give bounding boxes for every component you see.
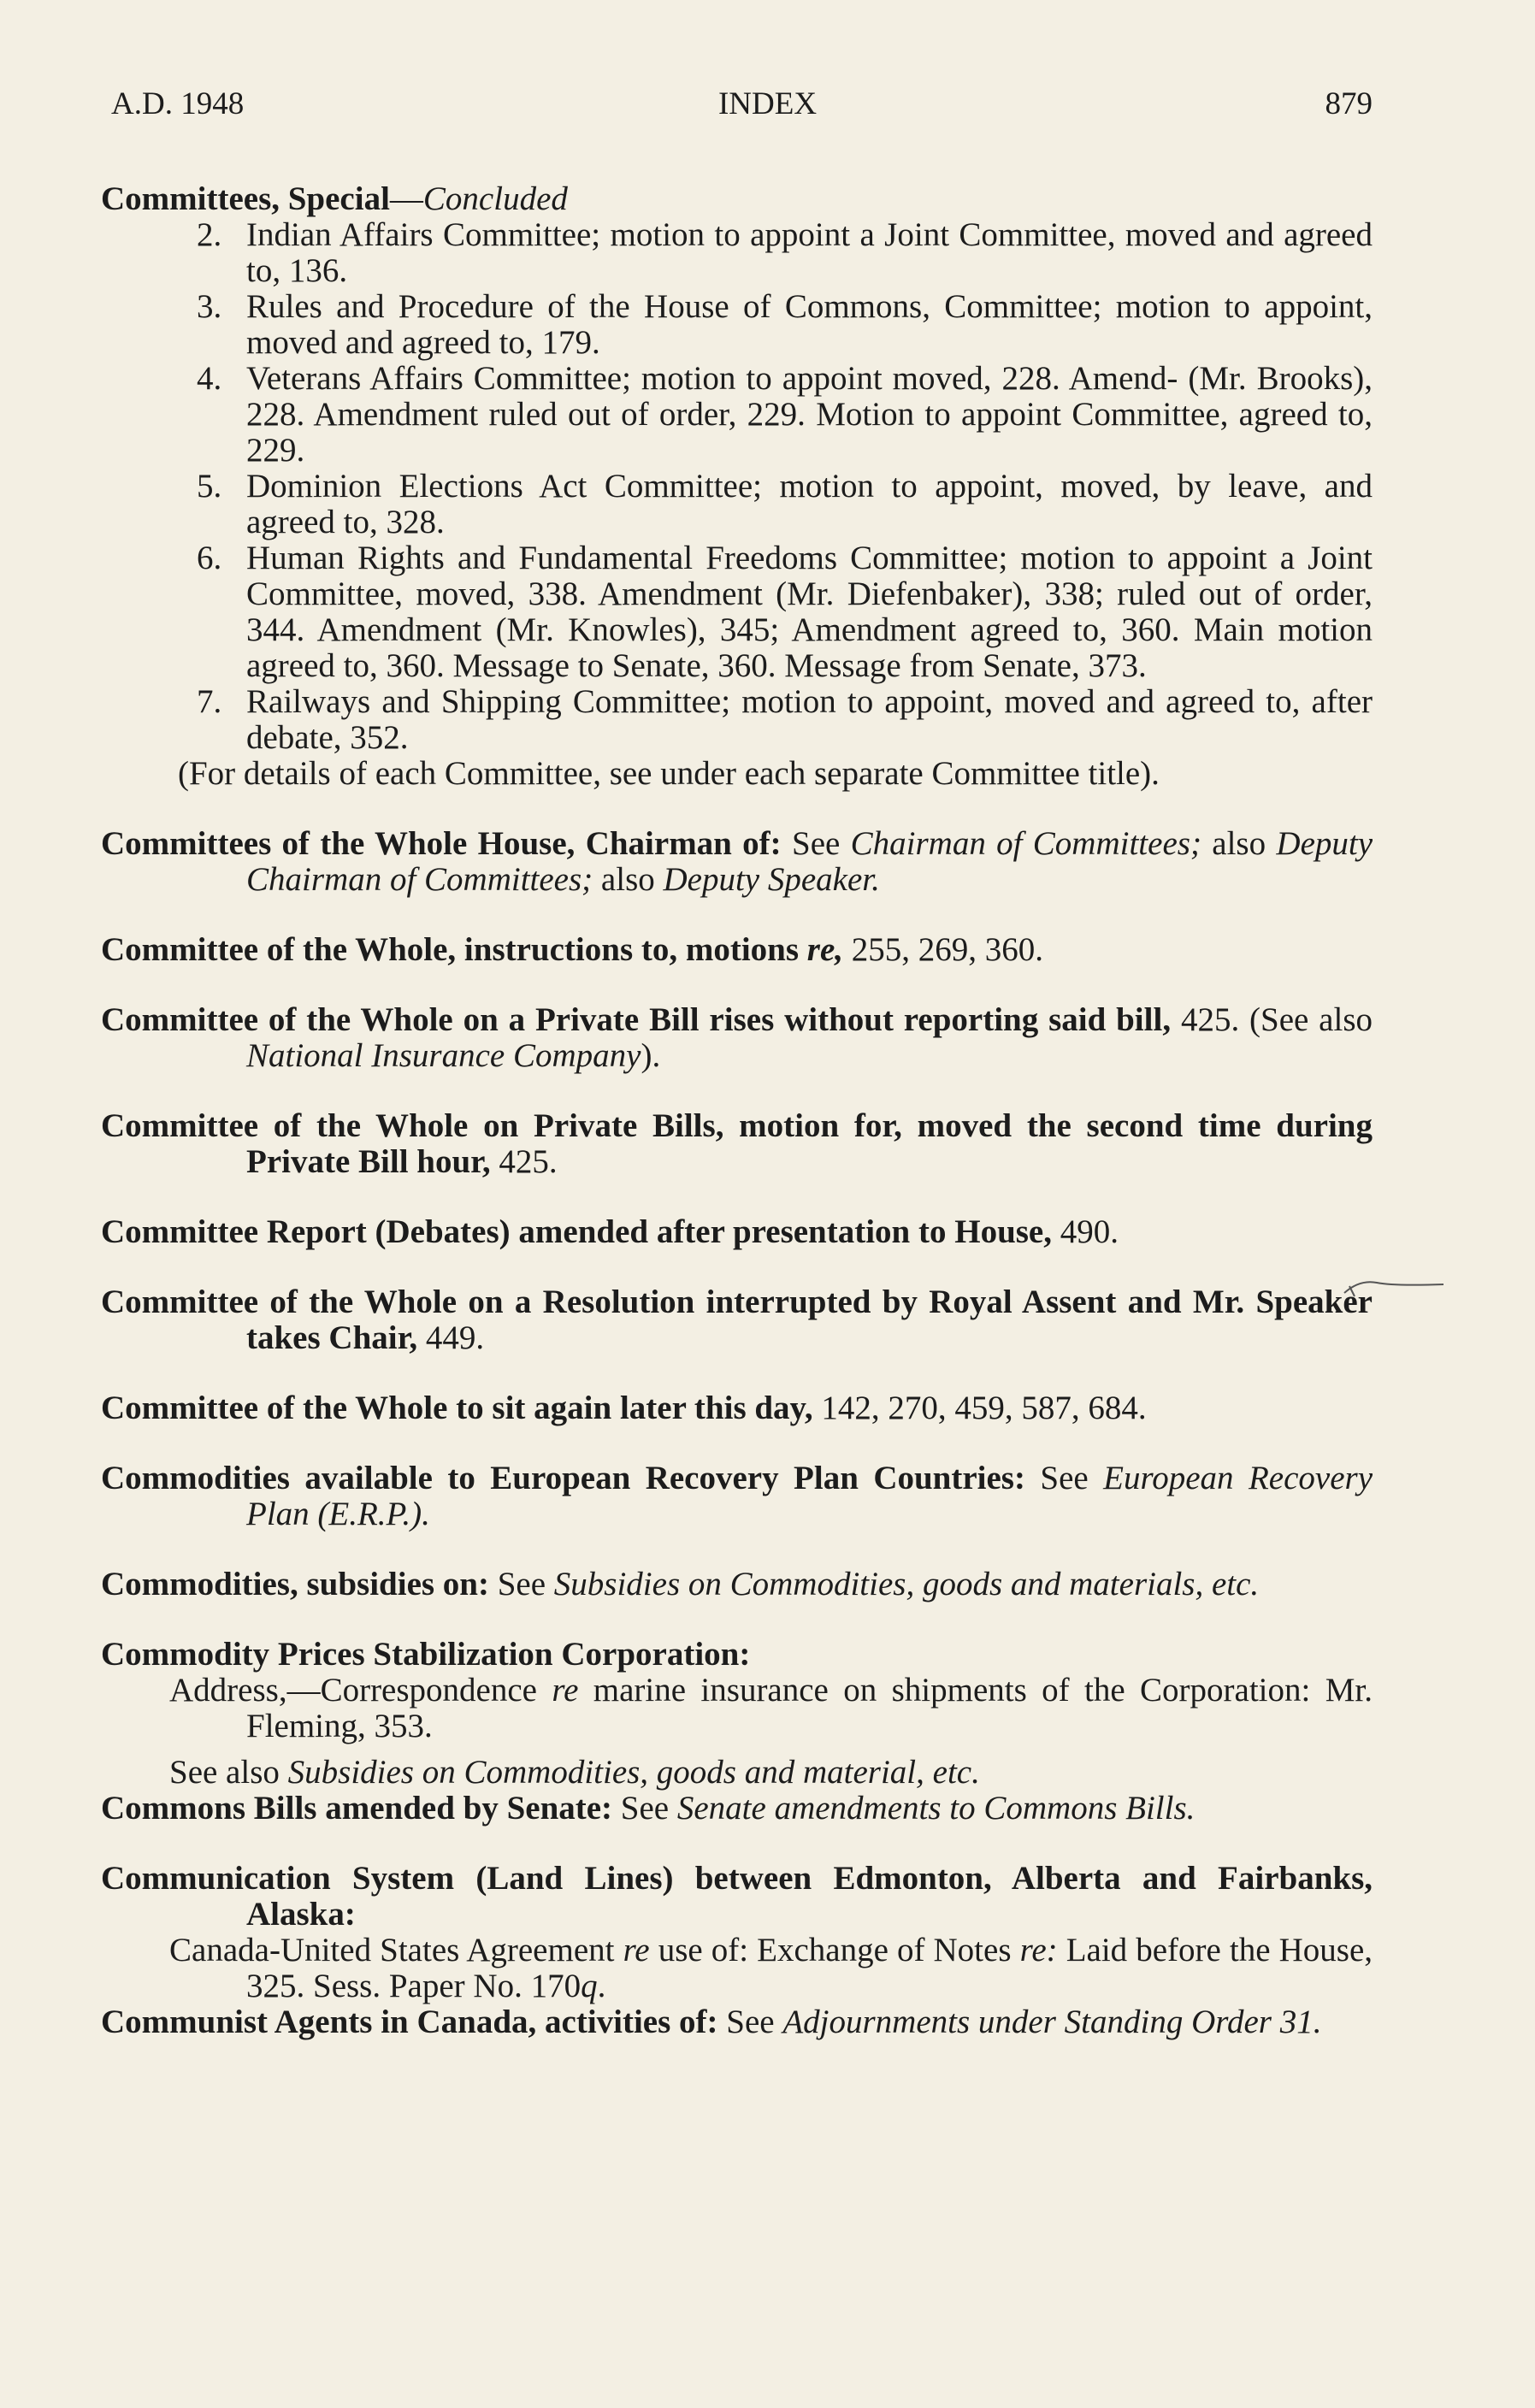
entry-reference: Subsidies on Commodities, goods and material, etc. xyxy=(287,1754,980,1791)
entry-heading: Communist Agents in Canada, activities of: xyxy=(101,2004,718,2040)
entry-see-also xyxy=(101,1755,1373,1791)
list-item xyxy=(101,361,1373,469)
subitem-re: re xyxy=(552,1672,579,1709)
entry-concluded: Concluded xyxy=(422,180,568,217)
index-entry-committee-whole-instructions xyxy=(101,932,1373,968)
item-text: Rules and Procedure of the House of Commons, Committee; motion to appoint, moved and agreed to, 179. xyxy=(246,288,1373,361)
subitem-text: marine insurance on shipments of the Corporation: Mr. Fleming, 353. xyxy=(246,1672,1373,1744)
index-content xyxy=(101,181,1373,2040)
entry-see: See xyxy=(620,1790,670,1827)
entry-heading: Committee of the Whole, instructions to, motions xyxy=(101,931,800,968)
item-text: Human Rights and Fundamental Freedoms Committee; motion to appoint a Joint Committee, moved, 338. Amendment (Mr. Diefenbaker), 338; ruled out of order, 344. Amendment (Mr. Knowles), 345; Amendment agreed to, 360. Main motion agreed to, 360. Message to Senate, 360. Message from Senate, 373. xyxy=(246,540,1373,684)
item-text: Railways and Shipping Committee; motion to appoint, moved and agreed to, after debate, 352. xyxy=(246,683,1373,756)
entry-re: re, xyxy=(806,931,844,968)
list-item xyxy=(101,289,1373,361)
entry-heading: Commons Bills amended by Senate: xyxy=(101,1790,613,1827)
entry-see: See xyxy=(497,1566,546,1602)
item-number: 2. xyxy=(197,216,222,253)
subitem-re: re: xyxy=(1019,1932,1058,1968)
subitem-text: . xyxy=(597,1968,606,2004)
entry-also: also xyxy=(1212,825,1266,862)
entry-heading: Committees, Special xyxy=(101,180,390,217)
entry-pages: 255, 269, 360. xyxy=(851,931,1044,968)
list-item xyxy=(101,540,1373,684)
entry-tail: ). xyxy=(641,1037,661,1074)
index-entry-committee-report-debates xyxy=(101,1214,1373,1250)
index-entry-committee-whole-resolution-interrupted xyxy=(101,1284,1373,1356)
pencil-mark-icon xyxy=(1343,1274,1445,1300)
subitem-text: Address,—Correspondence xyxy=(169,1672,537,1709)
list-item xyxy=(101,469,1373,540)
entry-reference: Adjournments under Standing Order 31. xyxy=(782,2004,1322,2040)
entry-heading: Committee of the Whole on Private Bills, motion for, moved the second time during Private Bill hour, xyxy=(101,1107,1373,1180)
item-text: Indian Affairs Committee; motion to appoint a Joint Committee, moved and agreed to, 136. xyxy=(246,216,1373,289)
entry-subitem xyxy=(101,1933,1373,2004)
entry-subitem xyxy=(101,1673,1373,1744)
subitem-re: re xyxy=(623,1932,650,1968)
entry-heading: Commodities available to European Recovery Plan Countries: xyxy=(101,1460,1025,1496)
entry-reference: National Insurance Company xyxy=(246,1037,641,1074)
index-entry-commodities-subsidies xyxy=(101,1567,1373,1602)
header-title: INDEX xyxy=(717,86,818,121)
entry-reference: Chairman of Committees; xyxy=(850,825,1201,862)
list-item xyxy=(101,217,1373,289)
entry-heading: Committee of the Whole on a Resolution interrupted by Royal Assent and Mr. Speaker takes Chair, xyxy=(101,1284,1373,1356)
entry-pages: 490. xyxy=(1060,1213,1119,1250)
subitem-text: use of: Exchange of Notes xyxy=(658,1932,1012,1968)
index-entry-committee-whole-private-bill-rises xyxy=(101,1002,1373,1074)
item-text: Dominion Elections Act Committee; motion to appoint, moved, by leave, and agreed to, 328. xyxy=(246,468,1373,540)
entry-pages: 425. xyxy=(499,1143,558,1180)
entry-note: (For details of each Committee, see under each separate Committee title). xyxy=(178,755,1160,792)
index-entry-commodities-erp xyxy=(101,1461,1373,1532)
entry-heading: Committee of the Whole to sit again later this day, xyxy=(101,1390,813,1426)
list-item xyxy=(101,684,1373,756)
subitem-suffix: q xyxy=(581,1968,598,2004)
entry-reference: Deputy Chairman of Committees; xyxy=(246,825,1373,898)
entry-pages: 449. xyxy=(425,1319,485,1356)
subitem-text: Laid before the House, 325. Sess. Paper No. 170 xyxy=(246,1932,1373,2004)
entry-see: See xyxy=(792,825,841,862)
header-page-number: 879 xyxy=(1325,86,1373,121)
entry-see: See xyxy=(726,2004,775,2040)
entry-pages: 142, 270, 459, 587, 684. xyxy=(821,1390,1147,1426)
entry-reference: Deputy Speaker. xyxy=(663,861,880,898)
item-number: 7. xyxy=(197,683,222,720)
item-number: 3. xyxy=(197,288,222,325)
entry-see: See also xyxy=(169,1754,280,1791)
entry-also: also xyxy=(600,861,655,898)
entry-reference: Senate amendments to Commons Bills. xyxy=(676,1790,1196,1827)
entry-heading: Communication System (Land Lines) between Edmonton, Alberta and Fairbanks, Alaska: xyxy=(101,1860,1373,1933)
entry-heading: Committee of the Whole on a Private Bill rises without reporting said bill, xyxy=(101,1001,1172,1038)
item-text: Veterans Affairs Committee; motion to appoint moved, 228. Amend- (Mr. Brooks), 228. Amendment ruled out of order, 229. Motion to appoint Committee, agreed to, 229. xyxy=(246,360,1373,469)
entry-pages: 425. (See also xyxy=(1180,1001,1373,1038)
entry-heading: Committees of the Whole House, Chairman of: xyxy=(101,825,782,862)
header-year: A.D. 1948 xyxy=(111,86,245,121)
item-number: 4. xyxy=(197,360,222,397)
item-number: 6. xyxy=(197,540,222,576)
index-entry-communication-system xyxy=(101,1861,1373,1933)
index-entry-commons-bills-senate xyxy=(101,1791,1373,1827)
entry-reference: European Recovery Plan (E.R.P.). xyxy=(246,1460,1373,1532)
entry-heading: Commodities, subsidies on: xyxy=(101,1566,489,1602)
entry-heading: Committee Report (Debates) amended after presentation to House, xyxy=(101,1213,1052,1250)
item-number: 5. xyxy=(197,468,222,505)
subitem-text: Canada-United States Agreement xyxy=(169,1932,615,1968)
index-entry-committee-whole-sit-again xyxy=(101,1390,1373,1426)
entry-heading: Commodity Prices Stabilization Corporation: xyxy=(101,1636,751,1673)
index-entry-communist-agents xyxy=(101,2004,1373,2040)
index-entry-committees-special xyxy=(101,181,1373,217)
index-entry-commodity-prices-corporation xyxy=(101,1637,1373,1673)
index-entry-committees-whole-house-chairman xyxy=(101,826,1373,898)
index-entry-committee-whole-private-bills xyxy=(101,1108,1373,1180)
entry-dash: — xyxy=(389,180,423,217)
entry-see: See xyxy=(1040,1460,1089,1496)
entry-reference: Subsidies on Commodities, goods and materials, etc. xyxy=(553,1566,1260,1602)
